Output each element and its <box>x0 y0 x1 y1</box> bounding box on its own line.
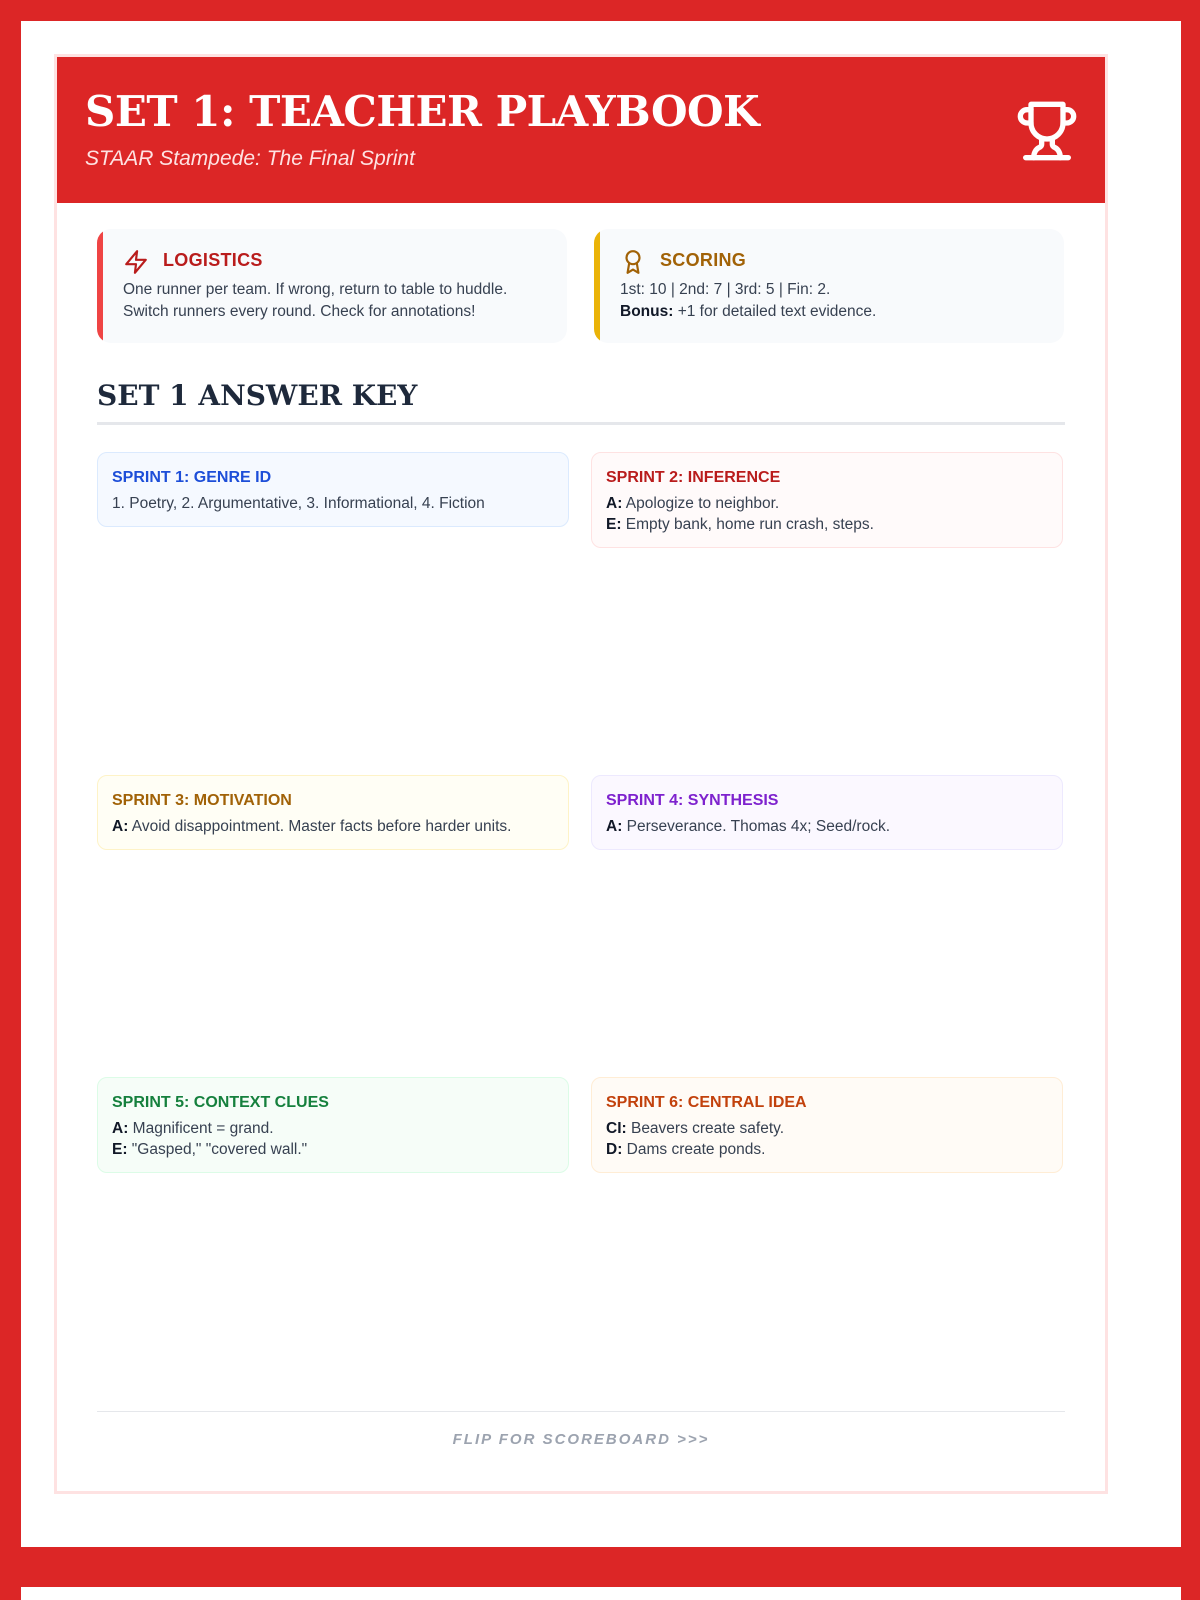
page-title: SET 1: TEACHER PLAYBOOK <box>85 87 760 136</box>
sprint-evidence-text: Empty bank, home run crash, steps. <box>621 516 874 533</box>
sprint-title: SPRINT 1: GENRE ID <box>112 469 272 486</box>
logistics-title: LOGISTICS <box>163 250 263 270</box>
flip-for-scoreboard-text: FLIP FOR SCOREBOARD >>> <box>452 1431 710 1448</box>
sprint-answer-text: Perseverance. Thomas 4x; Seed/rock. <box>622 818 891 835</box>
sprint-answer-line <box>112 493 554 514</box>
answer-label: A: <box>606 818 623 835</box>
sprint-2-box <box>591 452 1063 548</box>
logistics-line: One runner per team. If wrong, return to table to huddle. <box>123 281 508 298</box>
sprint-evidence-line <box>112 1139 554 1160</box>
award-ribbon-icon <box>620 249 646 275</box>
sprint-answer-line <box>112 1118 554 1139</box>
sprint-evidence-text: "Gasped," "covered wall." <box>127 1141 308 1158</box>
answer-label: A: <box>606 495 623 512</box>
sprint-central-idea-line <box>606 1118 1048 1139</box>
section-divider <box>97 422 1065 425</box>
sprint-title: SPRINT 6: CENTRAL IDEA <box>606 1094 807 1111</box>
trophy-icon <box>1015 99 1079 163</box>
sprint-title: SPRINT 5: CONTEXT CLUES <box>112 1094 329 1111</box>
lightning-icon <box>123 249 149 275</box>
central-idea-label: CI: <box>606 1120 627 1137</box>
sprint-answer-text: Avoid disappointment. Master facts before harder units. <box>128 818 512 835</box>
playbook-header <box>57 57 1105 203</box>
sprint-answer-text: Apologize to neighbor. <box>622 495 780 512</box>
sprint-title: SPRINT 2: INFERENCE <box>606 469 781 486</box>
sprint-5-box <box>97 1077 569 1173</box>
evidence-label: E: <box>606 516 622 533</box>
sprint-evidence-line <box>606 514 1048 535</box>
logistics-panel <box>97 229 567 343</box>
logistics-line: Switch runners every round. Check for annotations! <box>123 303 476 320</box>
scoring-title: SCORING <box>660 250 747 270</box>
sprint-4-box <box>591 775 1063 850</box>
answer-label: A: <box>112 818 129 835</box>
scoring-accent-bar <box>594 229 600 343</box>
sprint-answer-text: Magnificent = grand. <box>128 1120 274 1137</box>
sprint-answer-line <box>112 816 554 837</box>
footer-divider <box>97 1411 1065 1412</box>
detail-label: D: <box>606 1141 623 1158</box>
page-subtitle: STAAR Stampede: The Final Sprint <box>85 147 415 170</box>
sprint-answer-text: 1. Poetry, 2. Argumentative, 3. Informational, 4. Fiction <box>112 495 485 512</box>
bonus-label: Bonus: <box>620 303 674 320</box>
sprint-title: SPRINT 3: MOTIVATION <box>112 792 292 809</box>
logistics-accent-bar <box>97 229 103 343</box>
detail-text: Dams create ponds. <box>622 1141 766 1158</box>
sprint-3-box <box>97 775 569 850</box>
answer-label: A: <box>112 1120 129 1137</box>
bonus-text: +1 for detailed text evidence. <box>673 303 877 320</box>
sprint-6-box <box>591 1077 1063 1173</box>
scoring-points-line: 1st: 10 | 2nd: 7 | 3rd: 5 | Fin: 2. <box>620 281 831 298</box>
playbook-card <box>54 54 1108 1494</box>
scoring-bonus-line <box>620 303 876 321</box>
sprint-answer-line <box>606 816 1048 837</box>
next-page-edge <box>21 1587 1181 1600</box>
sprint-detail-line <box>606 1139 1048 1160</box>
evidence-label: E: <box>112 1141 128 1158</box>
sprint-title: SPRINT 4: SYNTHESIS <box>606 792 779 809</box>
scoring-panel <box>594 229 1064 343</box>
central-idea-text: Beavers create safety. <box>626 1120 785 1137</box>
answer-key-title: SET 1 ANSWER KEY <box>97 379 418 412</box>
sprint-1-box <box>97 452 569 527</box>
sprint-answer-line <box>606 493 1048 514</box>
